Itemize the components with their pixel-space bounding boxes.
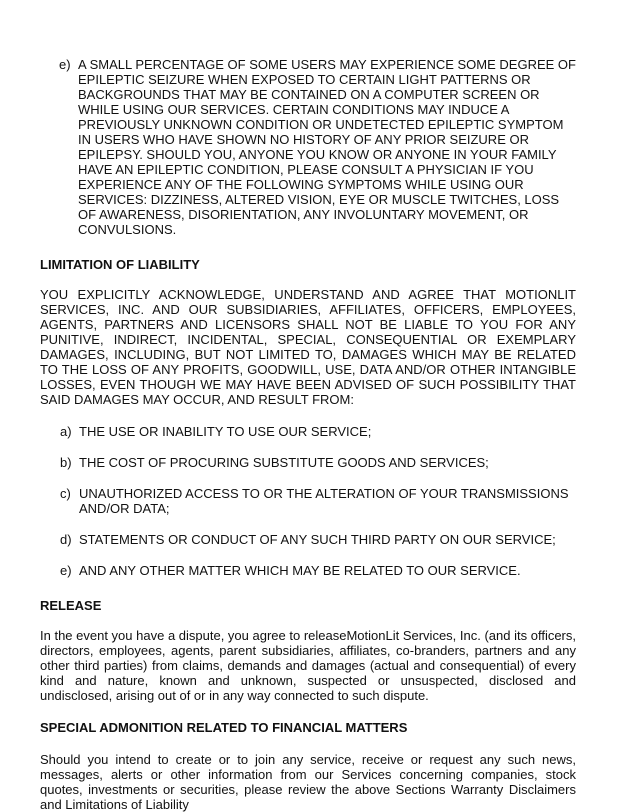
- list-item-label: a): [60, 424, 72, 439]
- list-item: [40, 532, 576, 547]
- release-heading: RELEASE: [40, 598, 102, 613]
- epilepsy-warning-item: [40, 57, 576, 237]
- list-item-label: b): [60, 455, 72, 470]
- list-item-label: e): [59, 57, 71, 72]
- list-item-text: THE COST OF PROCURING SUBSTITUTE GOODS AND SERVICES;: [79, 455, 489, 470]
- list-item: [40, 486, 576, 516]
- list-item: [40, 563, 576, 578]
- list-item-text: AND ANY OTHER MATTER WHICH MAY BE RELATED TO OUR SERVICE.: [79, 563, 521, 578]
- financial-matters-heading: SPECIAL ADMONITION RELATED TO FINANCIAL MATTERS: [40, 720, 408, 735]
- list-item-label: d): [60, 532, 72, 547]
- list-item-text: UNAUTHORIZED ACCESS TO OR THE ALTERATION OF YOUR TRANSMISSIONS AND/OR DATA;: [79, 486, 569, 516]
- list-item-label: c): [60, 486, 71, 501]
- epilepsy-warning-text: A SMALL PERCENTAGE OF SOME USERS MAY EXPERIENCE SOME DEGREE OF EPILEPTIC SEIZURE WHEN EXPOSED TO CERTAIN LIGHT PATTERNS OR BACKGROUNDS THAT MAY BE CONTAINED ON A COMPUTER SCREEN OR WHILE USING OUR SERVICES. CERTAIN CONDITIONS MAY INDUCE A PREVIOUSLY UNKNOWN CONDITION OR UNDETECTED EPILEPTIC SYMPTOM IN USERS WHO HAVE SHOWN NO HISTORY OF ANY PRIOR SEIZURE OR EPILEPSY. SHOULD YOU, ANYONE YOU KNOW OR ANYONE IN YOUR FAMILY HAVE AN EPILEPTIC CONDITION, PLEASE CONSULT A PHYSICIAN IF YOU EXPERIENCE ANY OF THE FOLLOWING SYMPTOMS WHILE USING OUR SERVICES: DIZZINESS, ALTERED VISION, EYE OR MUSCLE TWITCHES, LOSS OF AWARENESS, DISORIENTATION, ANY INVOLUNTARY MOVEMENT, OR CONVULSIONS.: [78, 57, 576, 237]
- list-item-text: STATEMENTS OR CONDUCT OF ANY SUCH THIRD PARTY ON OUR SERVICE;: [79, 532, 556, 547]
- release-body: In the event you have a dispute, you agree to releaseMotionLit Services, Inc. (and its officers, directors, employees, agents, parent subsidiaries, affiliates, co-branders, partners and any other third parties) from claims, demands and damages (actual and consequential) of every kind and nature, known and unknown, suspected or unsuspected, disclosed and undisclosed, arising out of or in any way connected to such dispute.: [40, 628, 576, 703]
- list-item: [40, 424, 576, 439]
- limitation-of-liability-heading: LIMITATION OF LIABILITY: [40, 257, 200, 272]
- limitation-of-liability-body: YOU EXPLICITLY ACKNOWLEDGE, UNDERSTAND AND AGREE THAT MOTIONLIT SERVICES, INC. AND OUR SUBSIDIARIES, AFFILIATES, OFFICERS, EMPLOYEES, AGENTS, PARTNERS AND LICENSORS SHALL NOT BE LIABLE TO YOU FOR ANY PUNITIVE, INDIRECT, INCIDENTAL, SPECIAL, CONSEQUENTIAL OR EXEMPLARY DAMAGES, INCLUDING, BUT NOT LIMITED TO, DAMAGES WHICH MAY BE RELATED TO THE LOSS OF ANY PROFITS, GOODWILL, USE, DATA AND/OR OTHER INTANGIBLE LOSSES, EVEN THOUGH WE MAY HAVE BEEN ADVISED OF SUCH POSSIBILITY THAT SAID DAMAGES MAY OCCUR, AND RESULT FROM:: [40, 287, 576, 407]
- financial-matters-body: Should you intend to create or to join any service, receive or request any such news, messages, alerts or other information from our Services concerning companies, stock quotes, investments or securities, please review the above Sections Warranty Disclaimers and Limitations of Liability: [40, 752, 576, 812]
- list-item-text: THE USE OR INABILITY TO USE OUR SERVICE;: [79, 424, 372, 439]
- liability-list: [40, 424, 576, 578]
- list-item-label: e): [60, 563, 72, 578]
- list-item: [40, 455, 576, 470]
